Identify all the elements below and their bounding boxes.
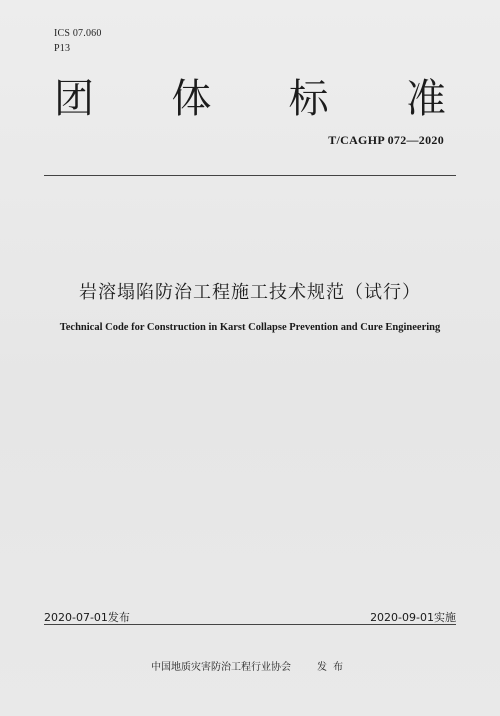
- publish-label: 发布: [317, 662, 349, 673]
- bottom-divider: [44, 624, 456, 625]
- standard-type-char: 体: [171, 76, 212, 122]
- standard-type-char: 团: [54, 76, 94, 122]
- top-divider: [44, 175, 456, 176]
- standard-number: T/CAGHP 072—2020: [328, 133, 444, 147]
- standard-type-char: 准: [405, 76, 446, 122]
- issue-date: 2020-07-01发布: [44, 611, 130, 624]
- title-english: Technical Code for Construction in Karst Collapse Prevention and Cure Engineering: [59, 322, 441, 333]
- ics-code: ICS 07.060: [54, 28, 102, 39]
- title-chinese: 岩溶塌陷防治工程施工技术规范（试行）: [79, 282, 421, 303]
- standard-type-char: 标: [288, 76, 329, 122]
- publisher-line: [0, 658, 500, 673]
- implementation-date: 2020-09-01实施: [370, 611, 456, 624]
- publisher-name: 中国地质灾害防治工程行业协会: [151, 662, 291, 673]
- standard-type-heading: [54, 74, 446, 124]
- ccs-code: P13: [54, 43, 71, 54]
